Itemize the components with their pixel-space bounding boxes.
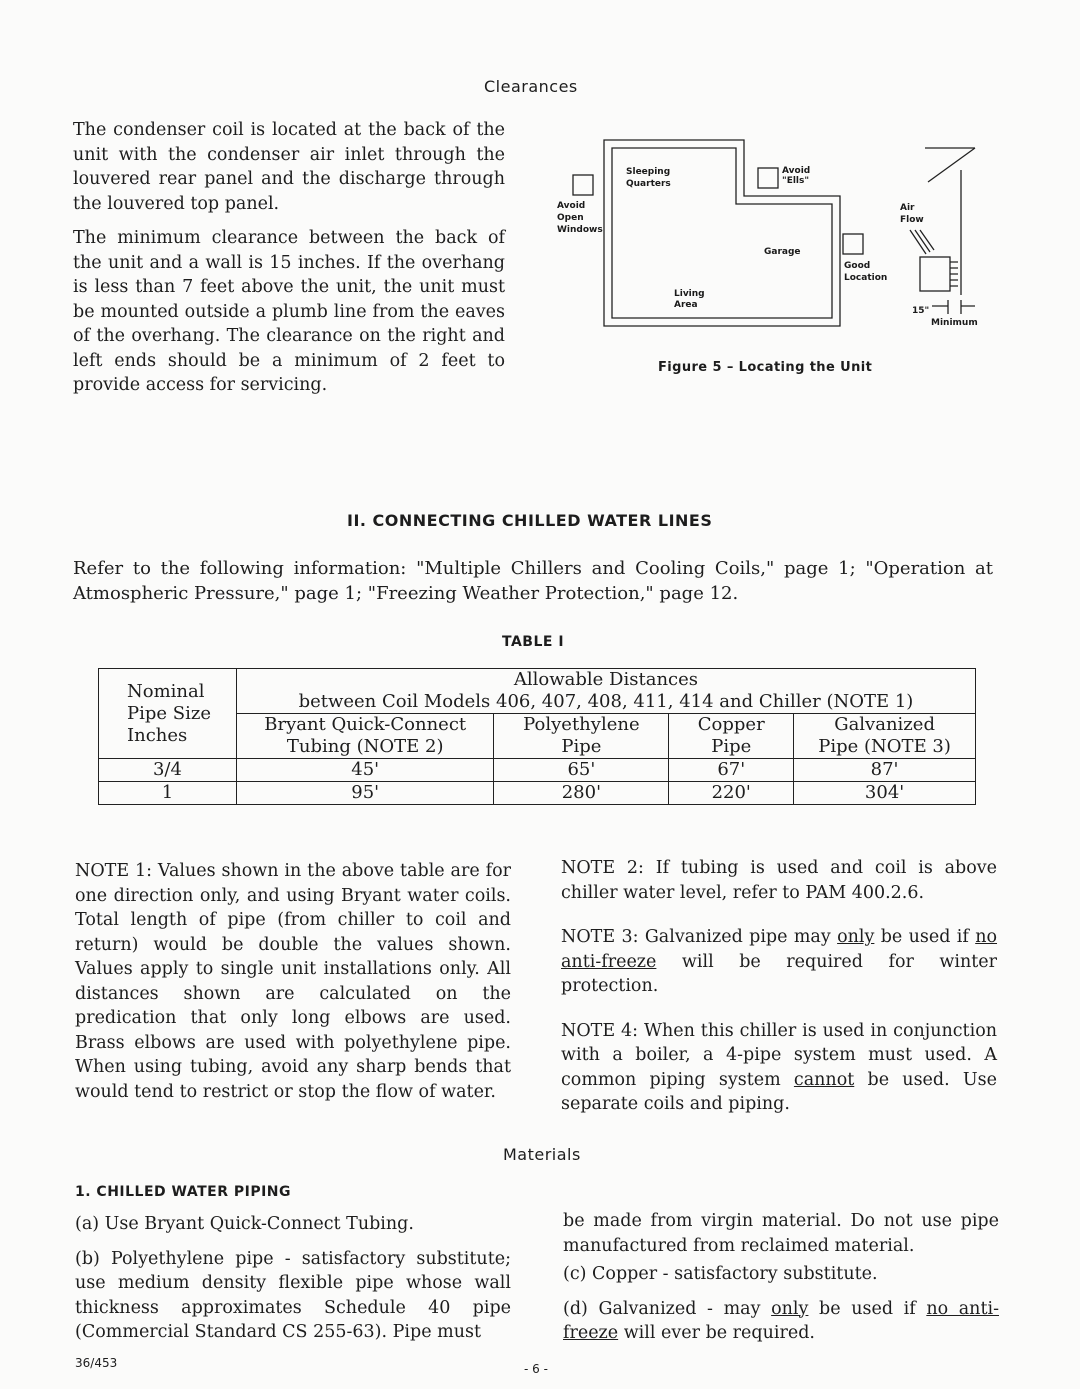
column-header-line: Galvanized xyxy=(834,714,935,735)
column-header-line: Tubing (NOTE 2) xyxy=(286,736,444,757)
note-1: NOTE 1: Values shown in the above table are for one direction only, and using Bryant water coils. Total length of pipe (from chiller to coil and return) would be double the values shown. Values apply to single unit installations only. All distances shown are calculated on the predication that only long elbows are used. Brass elbows are used with polyethylene pipe. When using tubing, avoid any sharp bends that would tend to restrict or stop the flow of water. xyxy=(75,861,511,1102)
note-3-text: will be required for winter protection. xyxy=(561,951,997,996)
label-living: Living xyxy=(674,289,705,299)
notes-right-column xyxy=(561,856,997,1127)
materials-subheading: 1. CHILLED WATER PIPING xyxy=(75,1184,292,1200)
label-garage: Garage xyxy=(764,247,801,257)
table-row xyxy=(99,759,976,782)
table-cell: 65' xyxy=(494,759,669,782)
column-header-galvanized xyxy=(794,714,976,759)
note-4-text: be used. Use separate coils and piping. xyxy=(561,1069,997,1114)
label-flow: Flow xyxy=(900,215,924,225)
note-3 xyxy=(561,925,997,999)
label-avoid-ells-2: "Ells" xyxy=(782,176,810,186)
table-cell-size: 1 xyxy=(99,782,237,805)
locating-unit-diagram xyxy=(550,130,990,340)
unit-near-wall xyxy=(920,257,950,291)
materials-item-d-text: be used if xyxy=(808,1298,927,1319)
nominal-header-cell xyxy=(99,669,237,759)
section-intro: Refer to the following information: "Multiple Chillers and Cooling Coils," page 1; "Operation at Atmospheric Pressure," page 1; "Freezing Weather Protection," page 12. xyxy=(73,558,993,604)
clearances-paragraph-1: The condenser coil is located at the back of the unit with the condenser air inlet through the louvered rear panel and the discharge through the louvered top panel. xyxy=(73,120,505,214)
note-3-text: be used if xyxy=(874,927,976,947)
note-4-text: NOTE 4: When this chiller is used in conjunction with a boiler, a 4-pipe system must used. A common piping system xyxy=(561,1020,997,1090)
table-cell: 95' xyxy=(236,782,494,805)
clearances-text xyxy=(73,118,505,408)
materials-item-b-continued: be made from virgin material. Do not use pipe manufactured from reclaimed material. xyxy=(563,1211,999,1256)
clearance-dimension xyxy=(932,300,975,314)
column-header-polyethylene xyxy=(494,714,669,759)
label-minimum: Minimum xyxy=(931,318,978,328)
table-title: TABLE I xyxy=(502,634,565,650)
table-cell: 45' xyxy=(236,759,494,782)
column-header-line: Copper xyxy=(697,714,765,735)
column-header-copper xyxy=(669,714,794,759)
materials-item-d-no-antifreeze-emphasis: no anti-freeze xyxy=(563,1298,999,1343)
materials-left-column xyxy=(75,1212,511,1355)
table-cell: 87' xyxy=(794,759,976,782)
group-header-cell xyxy=(236,669,975,714)
table-cell: 220' xyxy=(669,782,794,805)
clearances-title: Clearances xyxy=(484,77,578,96)
avoid-windows-unit-icon xyxy=(573,175,593,195)
good-location-unit-icon xyxy=(843,234,863,254)
group-header-line-1: Allowable Distances xyxy=(513,669,699,690)
page-number: - 6 - xyxy=(524,1362,548,1376)
table-cell-size: 3/4 xyxy=(99,759,237,782)
column-header-line: Pipe xyxy=(561,736,602,757)
note-4 xyxy=(561,1019,997,1117)
column-header-tubing xyxy=(236,714,494,759)
table-cell: 67' xyxy=(669,759,794,782)
allowable-distances-table xyxy=(98,668,976,805)
section-title: II. CONNECTING CHILLED WATER LINES xyxy=(347,511,713,530)
materials-item-b: (b) Polyethylene pipe - satisfactory substitute; use medium density flexible pipe whose wall thickness approximates Schedule 40 pipe (Commercial Standard CS 255-63). Pipe must xyxy=(75,1248,511,1342)
note-4-cannot-emphasis: cannot xyxy=(793,1069,855,1090)
materials-item-d xyxy=(563,1297,999,1346)
clearances-paragraph-2: The minimum clearance between the back of the unit and a wall is 15 inches. If the overhang is less than 7 feet above the unit, the unit must be mounted outside a plumb line from the eaves of the overhang. The clearance on the right and left ends should be a minimum of 2 feet to provide access for servicing. xyxy=(73,228,505,395)
figure-caption: Figure 5 – Locating the Unit xyxy=(658,360,873,375)
air-flow-arrows xyxy=(910,230,934,254)
materials-title: Materials xyxy=(503,1145,581,1164)
materials-item-a: (a) Use Bryant Quick-Connect Tubing. xyxy=(75,1214,414,1234)
label-avoid-open-1: Avoid xyxy=(557,201,586,211)
nominal-header-line-3: Inches xyxy=(127,724,188,746)
label-avoid-open-2: Open xyxy=(557,213,584,223)
table-row xyxy=(99,782,976,805)
materials-item-d-only-emphasis: only xyxy=(771,1298,809,1319)
column-header-line: Bryant Quick-Connect xyxy=(264,714,467,735)
note-2: NOTE 2: If tubing is used and coil is above chiller water level, refer to PAM 400.2.6. xyxy=(561,858,997,903)
materials-item-d-text: will ever be required. xyxy=(618,1323,815,1343)
label-quarters: Quarters xyxy=(626,179,671,189)
materials-item-c: (c) Copper - satisfactory substitute. xyxy=(563,1264,878,1284)
nominal-header-line-2: Pipe Size xyxy=(127,702,211,724)
group-header-line-2: between Coil Models 406, 407, 408, 411, 414 and Chiller (NOTE 1) xyxy=(298,691,914,712)
note-3-no-antifreeze-emphasis: no anti-freeze xyxy=(561,927,998,972)
label-location: Location xyxy=(844,273,888,283)
label-air: Air xyxy=(900,203,915,213)
label-fifteen: 15" xyxy=(912,306,930,316)
column-header-line: Pipe xyxy=(711,736,752,757)
table-cell: 304' xyxy=(794,782,976,805)
label-sleeping: Sleeping xyxy=(626,167,671,177)
column-header-line: Polyethylene xyxy=(523,714,640,735)
doc-number: 36/453 xyxy=(75,1356,118,1370)
label-area: Area xyxy=(674,300,698,310)
materials-item-d-text: (d) Galvanized - may xyxy=(563,1298,772,1319)
label-avoid-open-3: Windows xyxy=(557,225,603,235)
avoid-ells-unit-icon xyxy=(758,168,778,188)
note-3-text: NOTE 3: Galvanized pipe may xyxy=(561,927,838,947)
note-3-only-emphasis: only xyxy=(837,927,875,947)
label-good: Good xyxy=(844,261,871,271)
column-header-line: Pipe (NOTE 3) xyxy=(818,736,951,757)
table-cell: 280' xyxy=(494,782,669,805)
nominal-header-line-1: Nominal xyxy=(127,680,205,702)
materials-right-column xyxy=(563,1209,999,1356)
table-header-row-1 xyxy=(99,669,976,714)
label-avoid-ells-1: Avoid xyxy=(782,166,811,176)
